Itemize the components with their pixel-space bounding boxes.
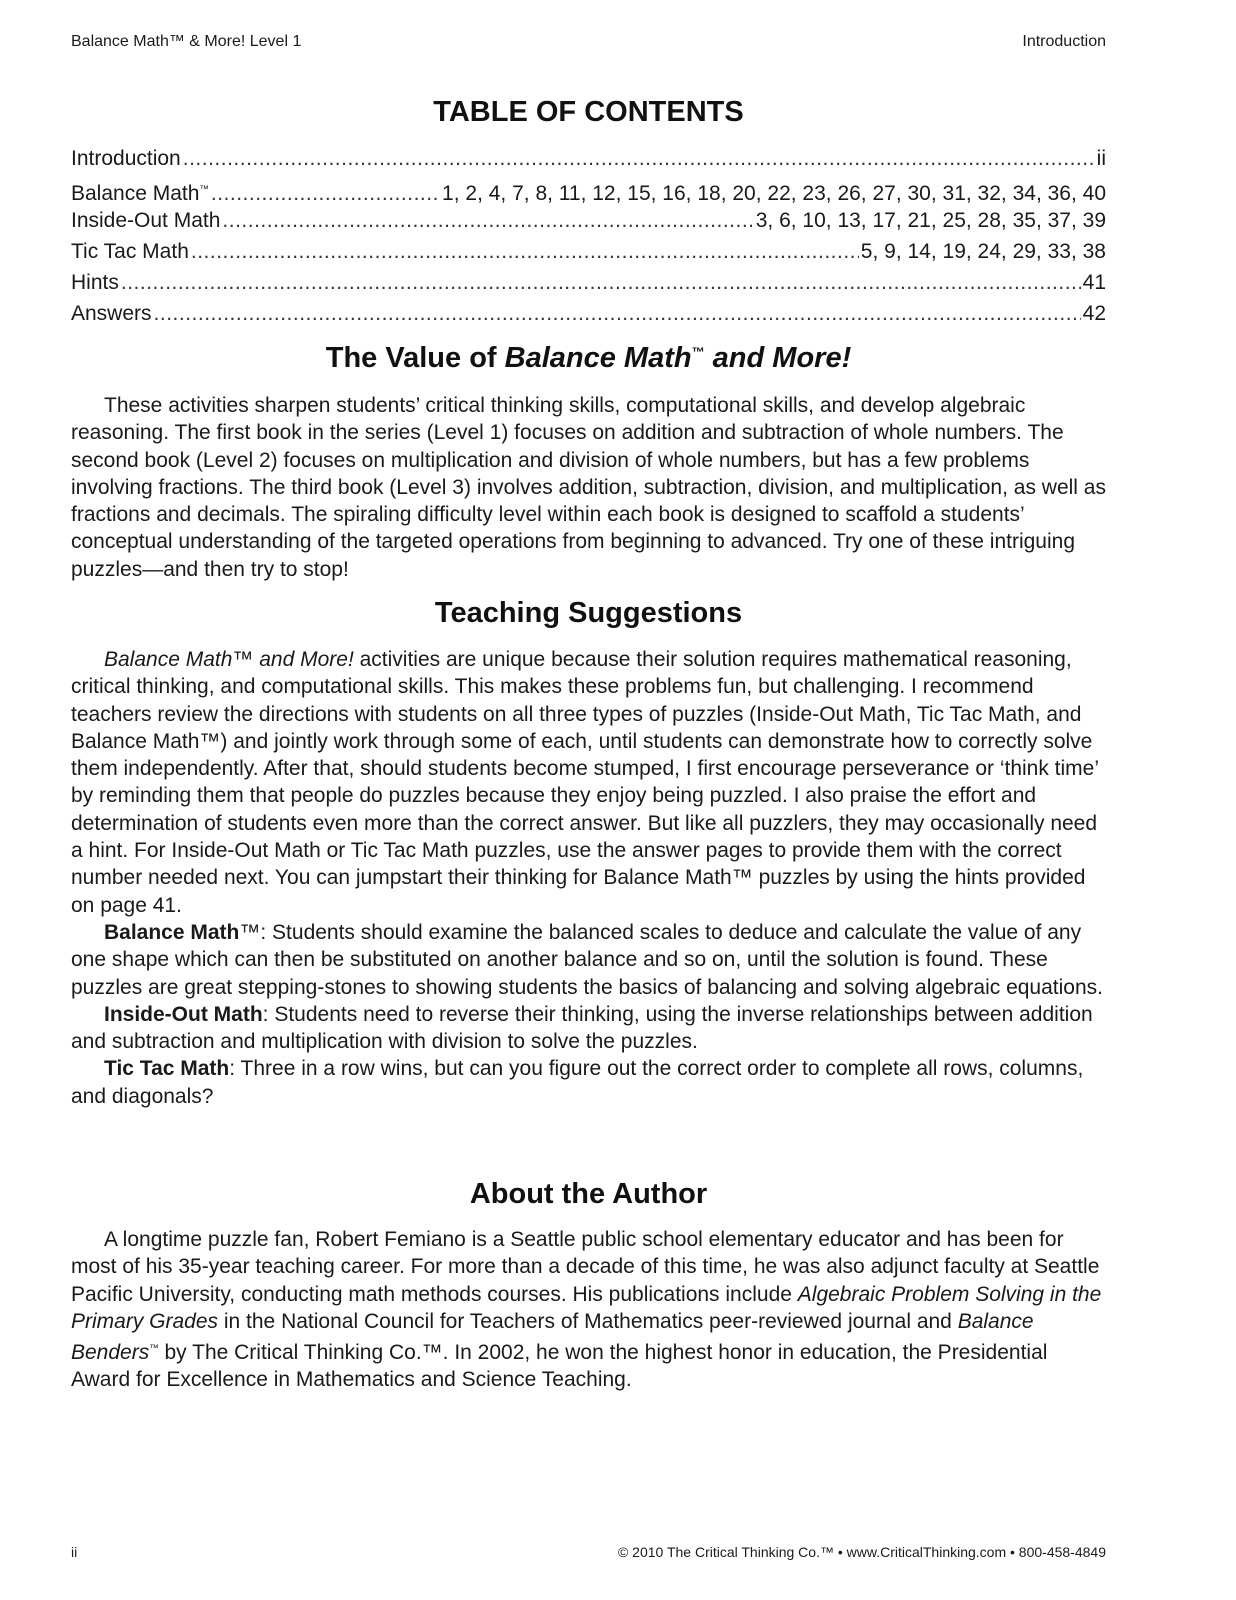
section-teaching — [71, 646, 1106, 1110]
running-footer — [71, 1544, 1106, 1560]
section-author — [71, 1226, 1106, 1394]
toc-title: TABLE OF CONTENTS — [433, 96, 744, 128]
heading-about-author: About the Author — [469, 1178, 708, 1210]
toc-leader-dots — [121, 267, 1081, 298]
section-value — [71, 392, 1106, 583]
toc-entry-balance-math — [71, 174, 1106, 205]
toc-leader-dots — [154, 298, 1081, 329]
toc-label: Tic Tac Math — [71, 240, 189, 263]
toc-label: Inside-Out Math — [71, 209, 221, 232]
toc-leader-dots — [222, 205, 753, 236]
heading-value-of-balance-math: The Value of Balance Math™ and More! — [325, 342, 852, 374]
toc-pages: 42 — [1082, 302, 1106, 325]
toc-label: Answers — [71, 302, 152, 325]
heading-teaching-suggestions: Teaching Suggestions — [434, 597, 743, 629]
toc-pages: 1, 2, 4, 7, 8, 11, 12, 15, 16, 18, 20, 22, 23, 26, 27, 30, 31, 32, 34, 36, 40 — [442, 182, 1106, 205]
header-section: Introduction — [1022, 33, 1106, 50]
running-header — [71, 33, 1106, 51]
toc-entry-tic-tac-math — [71, 236, 1106, 267]
toc-entry-introduction — [71, 143, 1106, 174]
table-of-contents — [71, 143, 1106, 329]
toc-pages: 3, 6, 10, 13, 17, 21, 25, 28, 35, 37, 39 — [755, 209, 1106, 232]
toc-entry-hints — [71, 267, 1106, 298]
teaching-tic-tac-paragraph: Tic Tac Math: Three in a row wins, but can you figure out the correct order to complete all rows, columns, and diagonals? — [71, 1057, 1084, 1108]
toc-entry-inside-out-math — [71, 205, 1106, 236]
teaching-intro-paragraph: Balance Math™ and More! activities are unique because their solution requires mathematical reasoning, critical thinking, and computational skills. This makes these problems fun, but challenging. I recommend teachers review the directions with students on all three types of puzzles (Inside-Out Math, Tic Tac Math, and Balance Math™) and jointly work through some of each, until students can demonstrate how to correctly solve them independently. After that, should students become stumped, I first encourage perseverance or ‘think time’ by reminding them that people do puzzles because they enjoy being puzzled. I also praise the effort and determination of students even more than the correct answer. But like all puzzlers, they may occasionally need a hint. For Inside-Out Math or Tic Tac Math puzzles, use the answer pages to provide them with the correct number needed next. You can jumpstart their thinking for Balance Math™ puzzles by using the hints provided on page 41. — [71, 648, 1099, 917]
header-book-title: Balance Math™ & More! Level 1 — [71, 33, 302, 50]
toc-label: Hints — [71, 271, 119, 294]
teaching-inside-out-paragraph: Inside-Out Math: Students need to reverse their thinking, using the inverse relationships between addition and subtraction and multiplication with division to solve the puzzles. — [71, 1002, 1093, 1054]
toc-pages: 5, 9, 14, 19, 24, 29, 33, 38 — [860, 240, 1106, 263]
toc-pages: ii — [1096, 147, 1106, 170]
author-paragraph: A longtime puzzle fan, Robert Femiano is a Seattle public school elementary educator and has been for most of his 35-year teaching career. For more than a decade of this time, he was also adjunct faculty at Seattle Pacific University, conducting math methods courses. His publications include Algebraic Problem Solving in the Primary Grades in the National Council for Teachers of Mathematics peer-reviewed journal and Balance Benders™ by The Critical Thinking Co.™. In 2002, he won the highest honor in education, the Presidential Award for Excellence in Mathematics and Science Teaching. — [71, 1228, 1102, 1392]
page-number: ii — [71, 1544, 78, 1560]
toc-label: Introduction — [71, 147, 181, 170]
toc-label: Balance Math™ — [71, 182, 209, 205]
toc-leader-dots — [191, 236, 859, 267]
toc-leader-dots — [183, 143, 1095, 174]
toc-entry-answers — [71, 298, 1106, 329]
teaching-balance-paragraph: Balance Math™: Students should examine the balanced scales to deduce and calculate the value of any one shape which can then be substituted on another balance and so on, until the solution is found. These puzzles are great stepping-stones to showing students the basics of balancing and solving algebraic equations. — [71, 920, 1103, 999]
footer-copyright: © 2010 The Critical Thinking Co.™ • www.CriticalThinking.com • 800-458-4849 — [617, 1544, 1106, 1560]
toc-pages: 41 — [1082, 271, 1106, 294]
value-paragraph: These activities sharpen students’ critical thinking skills, computational skills, and develop algebraic reasoning. The first book in the series (Level 1) focuses on addition and subtraction of whole numbers. The second book (Level 2) focuses on multiplication and division of whole numbers, but has a few problems involving fractions. The third book (Level 3) involves addition, subtraction, division, and multiplication, as well as fractions and decimals. The spiraling difficulty level within each book is designed to scaffold a students’ conceptual understanding of the targeted operations from beginning to advanced. Try one of these intriguing puzzles—and then try to stop! — [71, 394, 1106, 581]
document-page — [71, 0, 1106, 1600]
